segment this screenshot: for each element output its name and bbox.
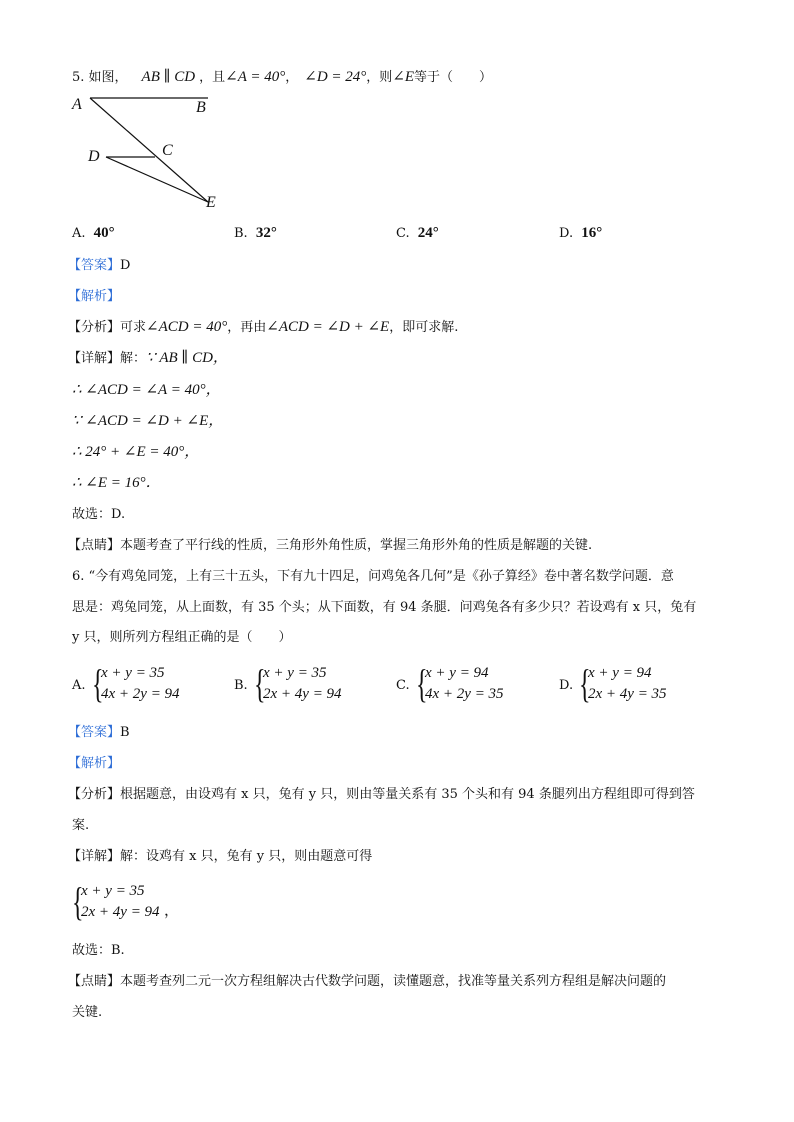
- q5-analysis-tag: 【解析】: [68, 289, 121, 304]
- q5-cond-angle-d: ∠D = 24°: [304, 69, 367, 85]
- q5-option-a: [72, 226, 115, 241]
- q5-xiangjie-tag: 【详解】: [68, 351, 121, 366]
- q5-option-b-value: 32°: [255, 225, 277, 241]
- q5-stem: [72, 70, 492, 85]
- q5-answer-tag: 【答案】: [68, 258, 121, 273]
- q6-solution-tail: ，: [164, 903, 180, 919]
- label-d: D: [88, 148, 100, 165]
- q6-answer: [68, 726, 130, 739]
- label-a: A: [72, 96, 82, 113]
- q6-xiangjie-tag: 【详解】: [68, 849, 121, 864]
- brace-icon: {: [72, 879, 84, 924]
- q5-step-1: ∵ AB ∥ CD，: [146, 350, 228, 366]
- q6-option-d-letter: D.: [559, 678, 574, 693]
- q5-option-a-letter: A.: [72, 226, 86, 241]
- q5-option-c-value: 24°: [417, 225, 439, 241]
- q6-answer-value: B: [120, 725, 130, 740]
- q6-analysis-tag: 【解析】: [68, 756, 121, 771]
- q6-fenxi-tag: 【分析】: [68, 787, 121, 802]
- brace-icon: {: [92, 661, 104, 706]
- q5-stem-mid1: ，且: [199, 70, 226, 85]
- q6-option-d-eq2: 2x + 4y = 35: [588, 686, 667, 702]
- q5-stem-mid2: ，: [285, 70, 299, 85]
- brace-icon: {: [254, 661, 266, 706]
- q5-fenxi-text1: 可求: [120, 320, 147, 335]
- q6-fenxi-line1: [68, 788, 695, 801]
- q5-xiangjie: [68, 351, 228, 366]
- q5-xiangjie-text: 解：: [120, 351, 147, 366]
- q6-option-b-eq2: 2x + 4y = 94: [263, 686, 342, 702]
- q6-solution-eq1: x + y = 35: [81, 883, 145, 899]
- q6-dianjing-line2: 关键.: [72, 1005, 103, 1020]
- q5-answer: [68, 259, 130, 272]
- q5-cond-parallel: AB ∥ CD: [141, 69, 196, 85]
- q5-fenxi: [68, 320, 458, 335]
- q6-fenxi-text: 根据题意，由设鸡有 x 只，兔有 y 只，则由等量关系有 35 个头和有 94 条腿列出方程组即可得到答: [120, 787, 695, 802]
- q5-stem-prefix: 5. 如图，: [72, 70, 128, 85]
- q6-answer-tag: 【答案】: [68, 725, 121, 740]
- q6-option-b-eq1: x + y = 35: [263, 665, 327, 681]
- q5-fenxi-tag: 【分析】: [68, 320, 121, 335]
- q6-option-c-eq1: x + y = 94: [425, 665, 489, 681]
- q6-xiangjie: [68, 850, 372, 863]
- segment-ae: [90, 98, 208, 202]
- q6-option-c-eq2: 4x + 2y = 35: [425, 686, 504, 702]
- q5-choose: 故选：D.: [72, 507, 126, 522]
- q5-dianjing: [68, 539, 592, 552]
- q6-fenxi-line2: 案.: [72, 818, 90, 833]
- q5-cond-angle-a: ∠A = 40°: [225, 69, 286, 85]
- q6-option-a-letter: A.: [72, 678, 86, 693]
- q5-dianjing-text: 本题考查了平行线的性质，三角形外角性质，掌握三角形外角的性质是解题的关键.: [120, 538, 593, 553]
- label-e: E: [206, 194, 216, 211]
- q5-option-d-value: 16°: [581, 225, 603, 241]
- brace-icon: {: [416, 661, 428, 706]
- q5-dianjing-tag: 【点睛】: [68, 538, 121, 553]
- q5-step-2: ∴ ∠ACD = ∠A = 40°，: [72, 382, 221, 398]
- q6-option-a-eq2: 4x + 2y = 94: [101, 686, 180, 702]
- q5-cond-angle-e: ∠E: [392, 69, 415, 85]
- q5-fenxi-math2: ∠ACD = ∠D + ∠E: [266, 319, 390, 335]
- q5-fenxi-math1: ∠ACD = 40°: [146, 319, 228, 335]
- q5-fenxi-text3: ，即可求解.: [389, 320, 459, 335]
- q6-dianjing-tag: 【点睛】: [68, 974, 121, 989]
- q5-answer-value: D: [120, 258, 131, 273]
- q6-xiangjie-text: 解：设鸡有 x 只，兔有 y 只，则由题意可得: [120, 849, 373, 864]
- q6-option-c-letter: C.: [396, 678, 410, 693]
- q5-option-d-letter: D.: [559, 226, 574, 241]
- q5-stem-suffix: 等于（ ）: [414, 70, 493, 85]
- q5-step-5: ∴ ∠E = 16°．: [72, 475, 161, 491]
- q6-stem-line2: 思是：鸡兔同笼，从上面数，有 35 个头；从下面数，有 94 条腿．问鸡兔各有多少只？若设鸡有 x 只，兔有: [72, 600, 697, 615]
- q5-step-3: ∵ ∠ACD = ∠D + ∠E，: [72, 413, 224, 429]
- q5-step-4: ∴ 24° + ∠E = 40°，: [72, 444, 200, 460]
- q5-option-c-letter: C.: [396, 226, 410, 241]
- q5-option-d: [559, 226, 602, 241]
- q5-option-b-letter: B.: [234, 226, 248, 241]
- brace-icon: {: [579, 661, 591, 706]
- q6-option-b-letter: B.: [234, 678, 248, 693]
- q6-dianjing-text: 本题考查列二元一次方程组解决古代数学问题，读懂题意，找准等量关系列方程组是解决问题的: [120, 974, 667, 989]
- q5-option-a-value: 40°: [93, 225, 115, 241]
- q6-stem-line3: y 只，则所列方程组正确的是（ ）: [72, 630, 292, 645]
- q6-solution-eq2: 2x + 4y = 94: [81, 904, 160, 920]
- q6-stem-line1: 6. “今有鸡兔同笼，上有三十五头，下有九十四足，问鸡兔各几何”是《孙子算经》卷中著名数学问题．意: [72, 569, 674, 584]
- label-b: B: [196, 99, 206, 116]
- q6-choose: 故选：B.: [72, 943, 125, 958]
- q5-option-b: [234, 226, 277, 241]
- q6-option-d-eq1: x + y = 94: [588, 665, 652, 681]
- q5-fenxi-text2: ，再由: [227, 320, 267, 335]
- segment-de: [106, 157, 208, 202]
- q5-figure: [70, 90, 230, 220]
- q5-option-c: [396, 226, 439, 241]
- label-c: C: [162, 142, 173, 159]
- q5-stem-mid3: ，则: [366, 70, 393, 85]
- q6-dianjing-line1: [68, 975, 666, 988]
- q6-option-a-eq1: x + y = 35: [101, 665, 165, 681]
